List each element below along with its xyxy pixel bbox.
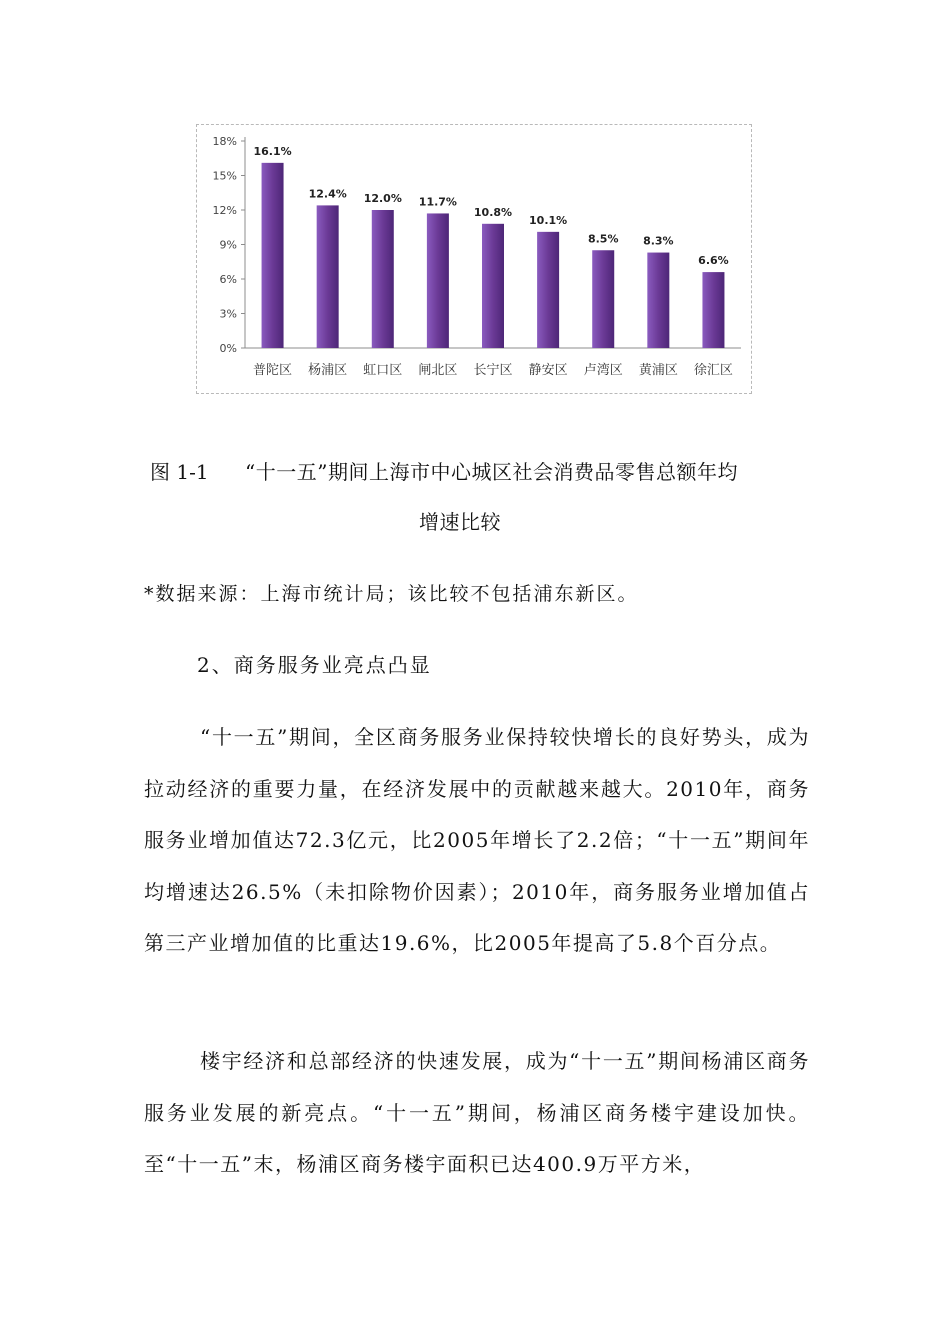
- category-label: 杨浦区: [308, 363, 348, 378]
- figure-title-line2: 增速比较: [419, 510, 501, 534]
- category-label: 虹口区: [363, 363, 403, 378]
- source-note: *数据来源：上海市统计局；该比较不包括浦东新区。: [144, 583, 639, 605]
- category-label: 卢湾区: [583, 363, 623, 378]
- section-heading: 2、商务服务业亮点凸显: [197, 653, 432, 677]
- bar: [372, 210, 394, 348]
- bar: [647, 253, 669, 348]
- paragraph-2: 楼宇经济和总部经济的快速发展，成为“十一五”期间杨浦区商务服务业发展的新亮点。“十一五”期间，杨浦区商务楼宇建设加快。至“十一五”末，杨浦区商务楼宇面积已达400.9万平方米，: [144, 1049, 810, 1176]
- bar: [317, 205, 339, 348]
- chart-svg: [197, 125, 753, 395]
- y-tick-label: 0%: [219, 342, 237, 355]
- bar-chart: [196, 124, 752, 394]
- figure-title-line1: “十一五”期间上海市中心城区社会消费品零售总额年均: [245, 460, 738, 484]
- bar: [482, 224, 504, 348]
- data-label: 10.1%: [529, 213, 568, 227]
- bar: [702, 272, 724, 348]
- figure-number: 图 1-1: [150, 460, 209, 484]
- y-tick-label: 12%: [212, 204, 237, 217]
- bar: [427, 213, 449, 348]
- y-tick-label: 9%: [219, 238, 237, 252]
- data-label: 16.1%: [253, 144, 292, 158]
- category-label: 静安区: [528, 363, 568, 378]
- bar: [537, 232, 559, 348]
- data-label: 11.7%: [418, 195, 457, 209]
- data-label: 12.4%: [308, 187, 347, 201]
- data-label: 10.8%: [473, 205, 513, 219]
- category-label: 徐汇区: [693, 363, 733, 378]
- category-label: 普陀区: [253, 363, 293, 378]
- paragraph-1: “十一五”期间，全区商务服务业保持较快增长的良好势头，成为拉动经济的重要力量，在经济发展中的贡献越来越大。2010年，商务服务业增加值达72.3亿元，比2005年增长了2.2倍；“十一五”期间年均增速达26.5%（未扣除物价因素）；2010年，商务服务业增加值占第三产业增加值的比重达19.6%，比2005年提高了5.8个百分点。: [144, 725, 810, 955]
- y-tick-label: 15%: [212, 169, 237, 183]
- bar: [262, 163, 284, 348]
- data-label: 8.3%: [643, 234, 674, 248]
- y-tick-label: 3%: [219, 307, 237, 321]
- data-label: 6.6%: [698, 254, 729, 268]
- data-label: 8.5%: [587, 232, 619, 246]
- category-label: 长宁区: [473, 363, 513, 378]
- data-label: 12.0%: [363, 192, 402, 205]
- category-label: 闸北区: [418, 363, 458, 378]
- y-tick-label: 18%: [212, 135, 237, 148]
- y-tick-label: 6%: [219, 273, 237, 286]
- category-label: 黄浦区: [638, 363, 678, 378]
- bar: [592, 250, 614, 348]
